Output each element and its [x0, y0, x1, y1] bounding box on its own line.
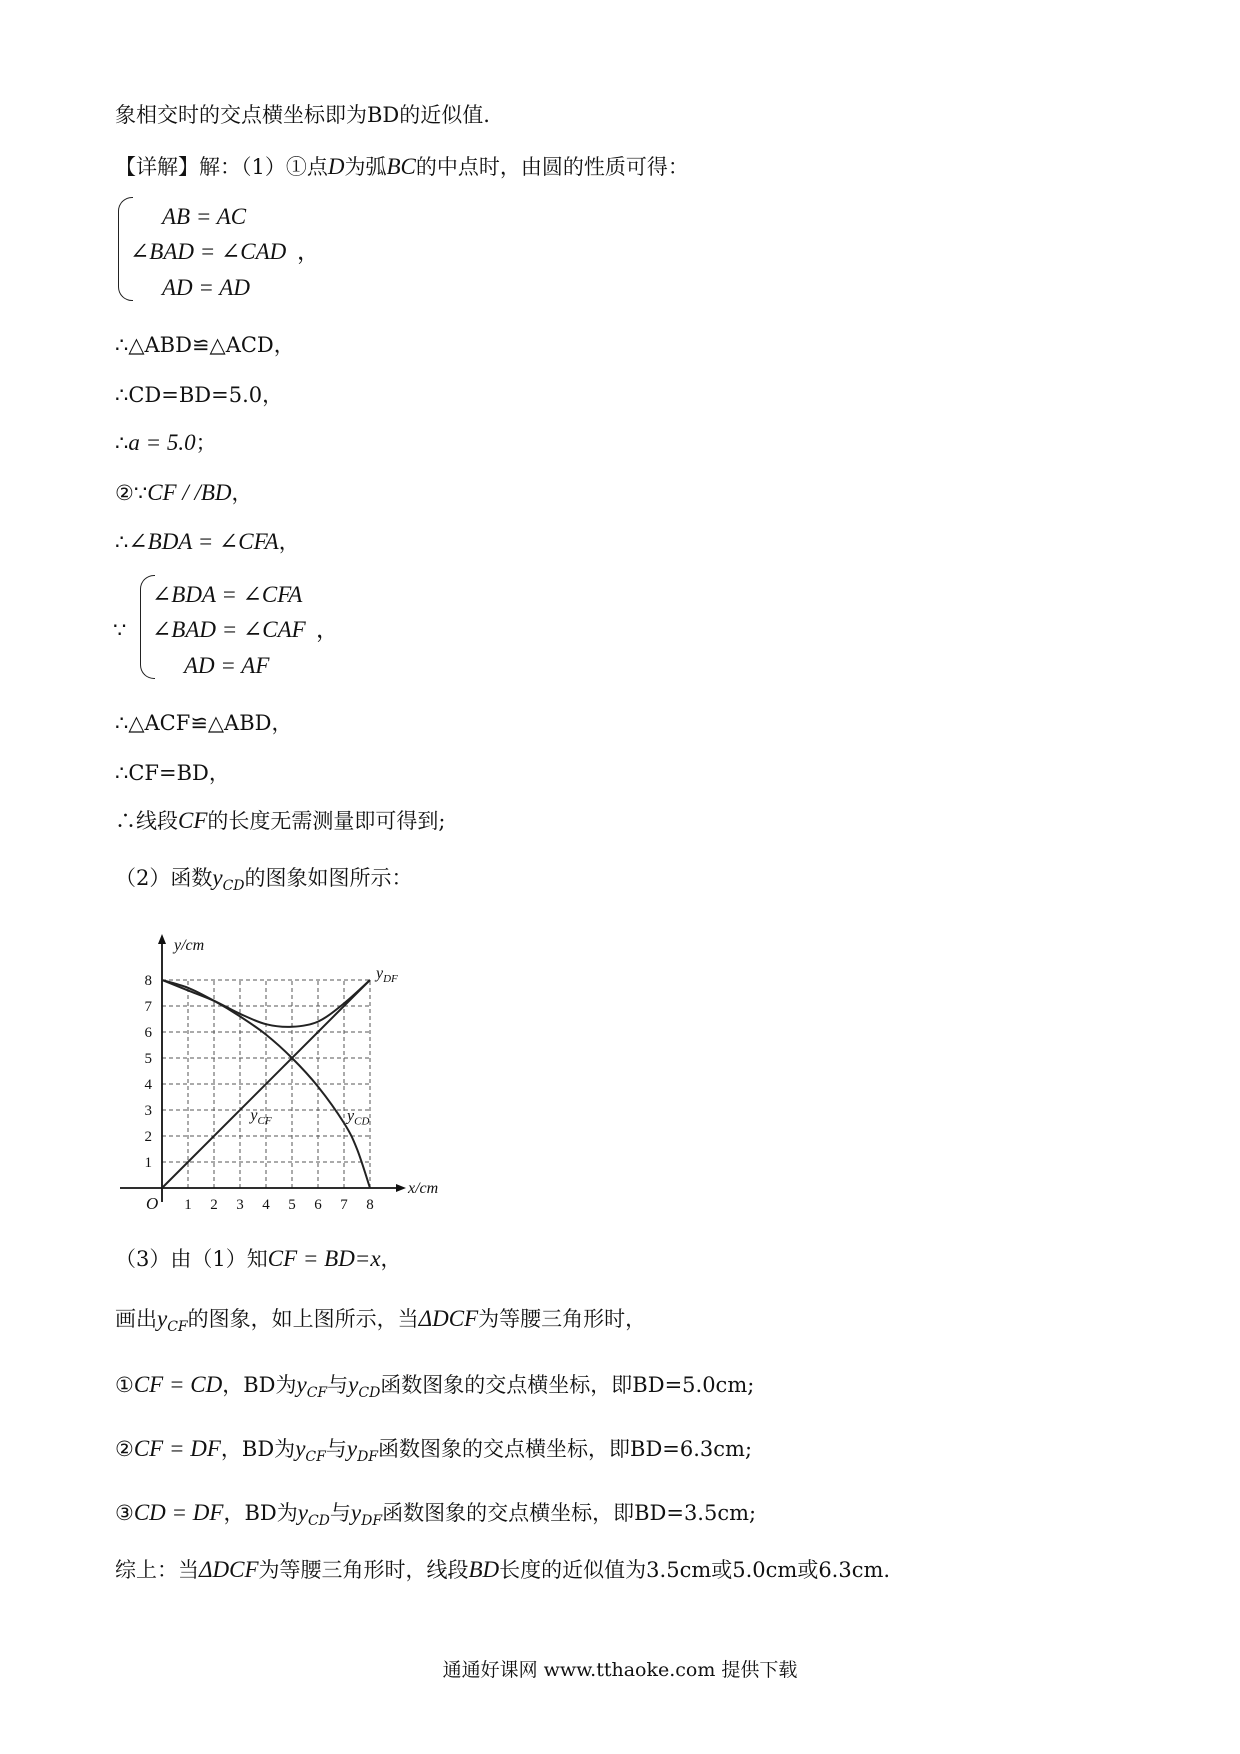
- y-tick-label: 2: [144, 1129, 152, 1145]
- y-tick-label: 5: [144, 1051, 152, 1067]
- x-tick-label: 7: [340, 1197, 348, 1213]
- math-expression: y: [296, 1372, 307, 1397]
- math-expression: y: [350, 1500, 362, 1525]
- paragraph-text: 【详解】解：（1）①点: [115, 155, 328, 179]
- math-subscript: CD: [222, 878, 245, 894]
- math-subscript: CF: [306, 1385, 328, 1401]
- math-expression: D: [327, 154, 345, 179]
- y-tick-label: 6: [144, 1025, 152, 1041]
- paragraph-text: （3）由（1）知: [115, 1247, 268, 1271]
- series-label: $y_{DF}$: [376, 965, 398, 985]
- x-tick-label: 1: [184, 1197, 192, 1213]
- math-expression: CF / /BD: [147, 480, 232, 505]
- x-tick-label: 5: [288, 1197, 296, 1213]
- because-symbol: ∵: [113, 618, 127, 642]
- equation-row: AD = AD: [162, 275, 250, 300]
- math-expression: ΔDCF: [418, 1306, 479, 1331]
- paragraph-text: 的图象，如上图所示，当: [187, 1307, 419, 1331]
- paragraph-text: ，: [278, 530, 300, 554]
- text-line: [115, 428, 217, 458]
- series-label: $y_{CF}$: [250, 1107, 272, 1127]
- paragraph-text: 函数图象的交点横坐标，即BD=3.5cm;: [382, 1501, 757, 1525]
- paragraph-text: 与: [325, 1437, 347, 1461]
- math-expression: CF: [178, 808, 208, 833]
- y-axis-label: y/cm: [174, 937, 205, 954]
- math-expression: CF = DF: [133, 1436, 221, 1461]
- tick-labels: [145, 937, 439, 1213]
- series-label: $y_{CD}$: [347, 1107, 370, 1128]
- paragraph-text: 的图象如图所示：: [244, 866, 413, 890]
- math-expression: y: [157, 1306, 168, 1331]
- text-line: [115, 863, 413, 901]
- paragraph-text: 的长度无需测量即可得到;: [207, 809, 446, 833]
- text-line: [115, 1498, 756, 1536]
- text-line: [115, 758, 230, 788]
- paragraph-text: ，BD为: [220, 1437, 296, 1461]
- text-line: [115, 100, 490, 130]
- paragraph-text: ∴: [115, 431, 129, 455]
- math-expression: y: [212, 865, 223, 890]
- y-tick-label: 3: [144, 1103, 152, 1119]
- math-expression: CD = DF: [133, 1500, 224, 1525]
- math-expression: y: [346, 1436, 358, 1461]
- x-tick-label: 6: [314, 1197, 322, 1213]
- paragraph-text: 为等腰三角形时，: [478, 1307, 647, 1331]
- text-line: [115, 1370, 754, 1408]
- paragraph-text: 与: [327, 1373, 349, 1397]
- text-line: [115, 330, 295, 360]
- equation-row: ∠BAD = ∠CAD: [130, 239, 287, 264]
- paragraph-text: 函数图象的交点横坐标，即BD=5.0cm;: [380, 1373, 755, 1397]
- paragraph-text: ③: [115, 1501, 134, 1525]
- paragraph-text: 画出: [115, 1307, 157, 1331]
- paragraph-text: ∴△ABD≌△ACD，: [115, 333, 295, 357]
- x-axis-label: x/cm: [408, 1180, 439, 1197]
- equation-row: ∠BDA = ∠CFA: [152, 582, 303, 607]
- math-expression: y: [297, 1500, 308, 1525]
- x-axis-arrow: [396, 1184, 406, 1192]
- paragraph-text: 的中点时，由圆的性质可得：: [415, 155, 689, 179]
- y-tick-label: 8: [144, 973, 152, 989]
- text-line: [115, 152, 689, 182]
- text-line: [115, 478, 253, 508]
- equation-row: AB = AC: [162, 204, 247, 229]
- paragraph-text: ，BD为: [222, 1373, 297, 1397]
- function-graph: [120, 930, 450, 1215]
- paragraph-text: ，: [231, 481, 253, 505]
- equation-comma: ，: [297, 239, 320, 264]
- paragraph-text: （2）函数: [115, 866, 213, 890]
- text-line: [115, 1304, 646, 1342]
- text-line: [115, 380, 283, 410]
- y-axis-arrow: [158, 934, 166, 944]
- math-subscript: CF: [305, 1449, 326, 1465]
- math-expression: a = 5.0: [128, 430, 196, 455]
- math-subscript: CD: [307, 1513, 330, 1529]
- math-expression: BD: [468, 1557, 500, 1582]
- paragraph-text: ①: [115, 1373, 134, 1397]
- x-tick-label: 4: [262, 1197, 270, 1213]
- paragraph-text: ；: [195, 431, 217, 455]
- x-tick-label: 8: [366, 1197, 374, 1213]
- math-subscript: CF: [167, 1319, 188, 1335]
- paragraph-text: 长度的近似值为3.5cm或5.0cm或6.3cm.: [499, 1558, 891, 1582]
- paragraph-text: 函数图象的交点横坐标，即BD=6.3cm;: [378, 1437, 753, 1461]
- paragraph-text: 为弧: [344, 155, 387, 179]
- paragraph-text: ②∵: [115, 481, 148, 505]
- text-line: [115, 1555, 890, 1585]
- equation-row: AD = AF: [184, 653, 270, 678]
- y-tick-label: 4: [144, 1077, 152, 1093]
- math-expression: ∠BDA = ∠CFA: [128, 529, 279, 554]
- math-expression: ΔDCF: [199, 1557, 259, 1582]
- paragraph-text: 与: [329, 1501, 351, 1525]
- paragraph-text: 为等腰三角形时，线段: [258, 1558, 469, 1582]
- origin-label: O: [146, 1194, 159, 1213]
- math-subscript: DF: [357, 1449, 379, 1465]
- math-subscript: DF: [361, 1513, 383, 1529]
- x-tick-label: 2: [210, 1197, 218, 1213]
- paragraph-text: ∴CD=BD=5.0，: [115, 383, 284, 407]
- math-expression: BC: [386, 154, 416, 179]
- page-footer: 通通好课网 www.tthaoke.com 提供下载: [442, 1659, 798, 1681]
- paragraph-text: 综上：当: [115, 1558, 199, 1582]
- equation-row: ∠BAD = ∠CAF: [152, 617, 306, 642]
- math-expression: CF = CD: [133, 1372, 223, 1397]
- paragraph-text: ②: [115, 1437, 134, 1461]
- math-subscript: CD: [358, 1385, 381, 1401]
- y-tick-label: 1: [144, 1155, 152, 1171]
- math-expression: y: [348, 1372, 359, 1397]
- math-expression: y: [295, 1436, 306, 1461]
- paragraph-text: 象相交时的交点横坐标即为BD的近似值.: [115, 103, 490, 127]
- text-line: [115, 1434, 752, 1472]
- math-expression: CF = BD=x: [267, 1246, 381, 1271]
- paragraph-text: ∴线段: [115, 809, 178, 833]
- paragraph-text: ∴: [115, 530, 129, 554]
- y-tick-label: 7: [144, 999, 152, 1015]
- paragraph-text: ∴CF=BD，: [115, 761, 230, 785]
- equation-comma: ，: [316, 617, 339, 642]
- text-line: [115, 527, 300, 557]
- text-line: [115, 806, 445, 836]
- text-line: [115, 1244, 402, 1274]
- x-tick-label: 3: [236, 1197, 244, 1213]
- paragraph-text: ，BD为: [223, 1501, 298, 1525]
- paragraph-text: ，: [380, 1247, 402, 1271]
- text-line: [115, 708, 293, 738]
- paragraph-text: ∴△ACF≌△ABD，: [115, 711, 293, 735]
